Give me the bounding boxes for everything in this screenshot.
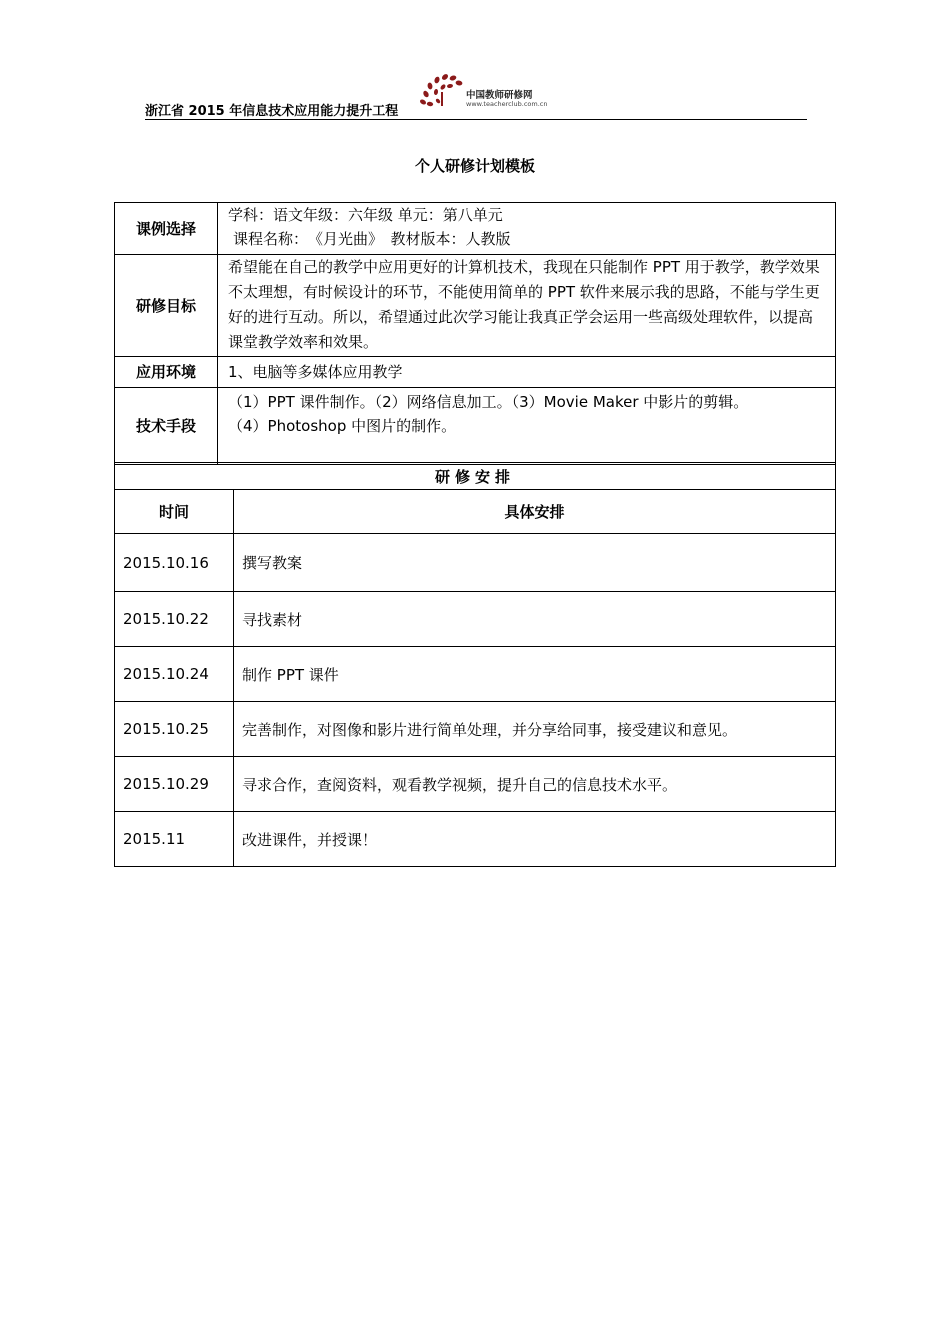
schedule-task: 改进课件，并授课！	[234, 812, 836, 867]
schedule-banner: 研修安排	[115, 463, 836, 490]
env-label: 应用环境	[115, 357, 218, 388]
schedule-date: 2015.10.16	[115, 534, 234, 592]
schedule-row	[115, 592, 836, 647]
col-plan-header: 具体安排	[234, 490, 836, 534]
schedule-date: 2015.10.25	[115, 702, 234, 757]
schedule-date: 2015.10.29	[115, 757, 234, 812]
tech-line-2: （4）Photoshop 中图片的制作。	[228, 417, 457, 435]
logo-name: 中国教师研修网	[466, 90, 533, 101]
course-line-2: 课程名称： 《月光曲》 教材版本：人教版	[233, 230, 511, 248]
schedule-row	[115, 647, 836, 702]
course-line-1: 学科：语文年级：六年级 单元：第八单元	[228, 206, 503, 224]
env-text: 1、电脑等多媒体应用教学	[218, 357, 836, 388]
tech-cell	[218, 388, 836, 465]
header-program-title: 浙江省 2015 年信息技术应用能力提升工程	[145, 104, 399, 119]
schedule-row	[115, 757, 836, 812]
schedule-date: 2015.11	[115, 812, 234, 867]
schedule-banner-row	[115, 463, 836, 490]
schedule-task: 撰写教案	[234, 534, 836, 592]
info-table	[114, 202, 836, 465]
schedule-task: 完善制作，对图像和影片进行简单处理，并分享给同事，接受建议和意见。	[234, 702, 836, 757]
goal-row	[115, 255, 836, 357]
tech-label: 技术手段	[115, 388, 218, 465]
goal-label: 研修目标	[115, 255, 218, 357]
env-row	[115, 357, 836, 388]
teacherclub-logo	[418, 68, 558, 112]
schedule-row	[115, 534, 836, 592]
goal-text: 希望能在自己的教学中应用更好的计算机技术，我现在只能制作 PPT 用于教学，教学效果不太理想，有时候设计的环节，不能使用简单的 PPT 软件来展示我的思路，不能与学生更好的进行互动。所以，希望通过此次学习能让我真正学会运用一些高级处理软件，以提高课堂教学效率和效果。	[218, 255, 836, 357]
schedule-header-row	[115, 490, 836, 534]
schedule-task: 寻求合作，查阅资料，观看教学视频，提升自己的信息技术水平。	[234, 757, 836, 812]
tech-row	[115, 388, 836, 465]
schedule-row	[115, 702, 836, 757]
col-time-header: 时间	[115, 490, 234, 534]
schedule-task: 制作 PPT 课件	[234, 647, 836, 702]
logo-url: www.teacherclub.com.cn	[466, 100, 548, 108]
logo-swirl-icon	[418, 68, 466, 112]
header-rule	[145, 119, 807, 120]
course-row	[115, 203, 836, 255]
schedule-task: 寻找素材	[234, 592, 836, 647]
schedule-date: 2015.10.22	[115, 592, 234, 647]
course-label: 课例选择	[115, 203, 218, 255]
schedule-table	[114, 462, 836, 867]
schedule-row	[115, 812, 836, 867]
course-cell	[218, 203, 836, 255]
tech-line-1: （1）PPT 课件制作。（2）网络信息加工。（3）Movie Maker 中影片的剪辑。	[228, 393, 749, 411]
document-title: 个人研修计划模板	[414, 157, 535, 175]
schedule-date: 2015.10.24	[115, 647, 234, 702]
